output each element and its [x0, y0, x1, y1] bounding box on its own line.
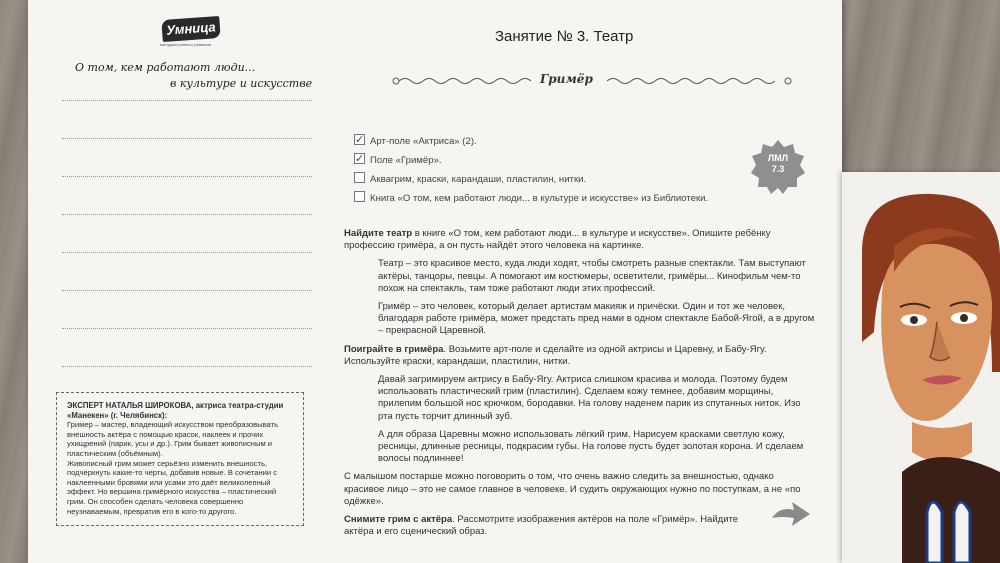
- checkbox-empty-icon[interactable]: [354, 191, 365, 202]
- paragraph-find-theatre: [344, 228, 816, 252]
- checklist-label: Арт-поле «Актриса» (2).: [370, 136, 477, 147]
- checklist-item: [354, 189, 708, 208]
- checklist-item: [354, 132, 708, 151]
- left-book-title: [75, 60, 315, 92]
- paragraph-play: [344, 344, 816, 368]
- checklist-label: Аквагрим, краски, карандаши, пластилин, нитки.: [370, 174, 587, 185]
- lml-badge-text: [750, 153, 806, 175]
- checklist-item: [354, 151, 708, 170]
- paragraph-older-child: С малышом постарше можно поговорить о том, что очень важно следить за внешностью, однако красивое лицо – это не самое главное в человеке. И судить окружающих нужно по поступкам, а не «по одёжке».: [344, 471, 801, 507]
- writing-line: [62, 328, 312, 329]
- checklist-item: [354, 170, 708, 189]
- writing-line: [62, 214, 312, 215]
- writing-line: [62, 100, 312, 101]
- bold-lead: Поиграйте в гримёра: [344, 343, 444, 355]
- expert-paragraph-1: Гример – мастер, владеющий искусством преобразовывать внешность актёра с помощью красок, наклеек и прочих ухищрений (парик, усы и др.). Грим бывает живописным и пластическим (объёмным).: [67, 420, 279, 458]
- subtitle-ornament: [392, 70, 792, 92]
- paragraph-baba-yaga: Давай загримируем актрису в Бабу-Ягу. Актриса слишком красива и молода. Поэтому будем использовать пластический грим (пластилин). Сделаем кожу темнее, добавим морщины, прилепим большой нос крючком, бородавки. На голову наденем парик из спутанных ниток. Изо рта пусть торчит длинный зуб.: [378, 374, 801, 422]
- brand-logo-subtext: методики раннего развития: [160, 42, 212, 47]
- checklist-label: Книга «О том, кем работают люди... в культуре и искусстве» из Библиотеки.: [370, 193, 709, 204]
- writing-line: [62, 176, 312, 177]
- writing-line: [62, 366, 312, 367]
- expert-note-box: [56, 392, 304, 526]
- next-arrow-icon: [770, 498, 812, 530]
- expert-heading: ЭКСПЕРТ НАТАЛЬЯ ШИРОКОВА, актриса театра-студии «Манекен» (г. Челябинск):: [67, 401, 284, 420]
- paragraph-remove-makeup: [344, 514, 816, 538]
- paragraph-text: в книге «О том, кем работают люди... в культуре и искусстве». Опишите ребёнку профессию гримёра, а он пусть найдёт этого человека на картинке.: [344, 228, 771, 252]
- bold-lead: Снимите грим с актёра: [344, 514, 453, 526]
- paragraph-tsarevna: А для образа Царевны можно использовать лёгкий грим. Нарисуем красками светлую кожу, ресницы, длинные ресницы, подкрасим губы. На голове пусть будет золотая корона. И сделаем волосы подлиннее!: [378, 428, 804, 465]
- writing-line: [62, 290, 312, 291]
- art-field-card: [842, 172, 1000, 563]
- section-subtitle: Гримёр: [540, 72, 593, 86]
- lesson-title: Занятие № 3. Театр: [495, 28, 634, 45]
- checkbox-checked-icon[interactable]: [354, 134, 365, 145]
- paragraph-text: . Возьмите арт-поле и сделайте из одной актрисы и Царевну, и Бабу-Ягу. Используйте краски, карандаши, пластилин, нитки.: [344, 343, 767, 367]
- expert-paragraph-2: Живописный грим может серьёзно изменить внешность, подчеркнуть какие-то черты, добавив новые. В сочетании с наклеенными бровями или усами это даёт великолепный эффект. Но вершина гримёрного искусства – пластический грим. Он способен сделать человека совершенно неузнаваемым, превратив его в кого-то другого.: [67, 458, 278, 516]
- checkbox-empty-icon[interactable]: [354, 172, 365, 183]
- writing-line: [62, 138, 312, 139]
- badge-line-1: ЛМЛ: [767, 153, 789, 163]
- left-title-line-1: О том, кем работают люди...: [75, 61, 256, 74]
- checklist-label: Поле «Гримёр».: [370, 155, 442, 166]
- badge-line-2: 7.3: [771, 164, 785, 174]
- writing-line: [62, 252, 312, 253]
- actress-portrait-illustration: [842, 172, 1000, 563]
- brand-logo: Умница: [161, 16, 220, 42]
- paragraph-makeup-artist: Гримёр – это человек, который делает артистам макияж и причёски. Один и тот же человек, благодаря работе гримёра, может предстать пред нами в одном спектакле Бабой-Ягой, а в другом – прекрасной Царевной.: [378, 301, 815, 337]
- bold-lead: Найдите театр: [344, 228, 413, 239]
- paragraph-text: . Рассмотрите изображения актёров на поле «Гримёр». Найдите актёра и его сценический образ.: [344, 514, 739, 538]
- left-title-line-2: в культуре и искусстве: [170, 77, 313, 90]
- main-text: [346, 228, 816, 544]
- paragraph-theatre: Театр – это красивое место, куда люди ходят, чтобы смотреть разные спектакли. Там выступают актёры, танцоры, певцы. А помогают им костюмеры, осветители, гримёры... Кинофильм чем-то похож на спектакль, там тоже работают люди этих профессий.: [378, 258, 806, 294]
- materials-checklist: [354, 132, 708, 208]
- checkbox-checked-icon[interactable]: [354, 153, 365, 164]
